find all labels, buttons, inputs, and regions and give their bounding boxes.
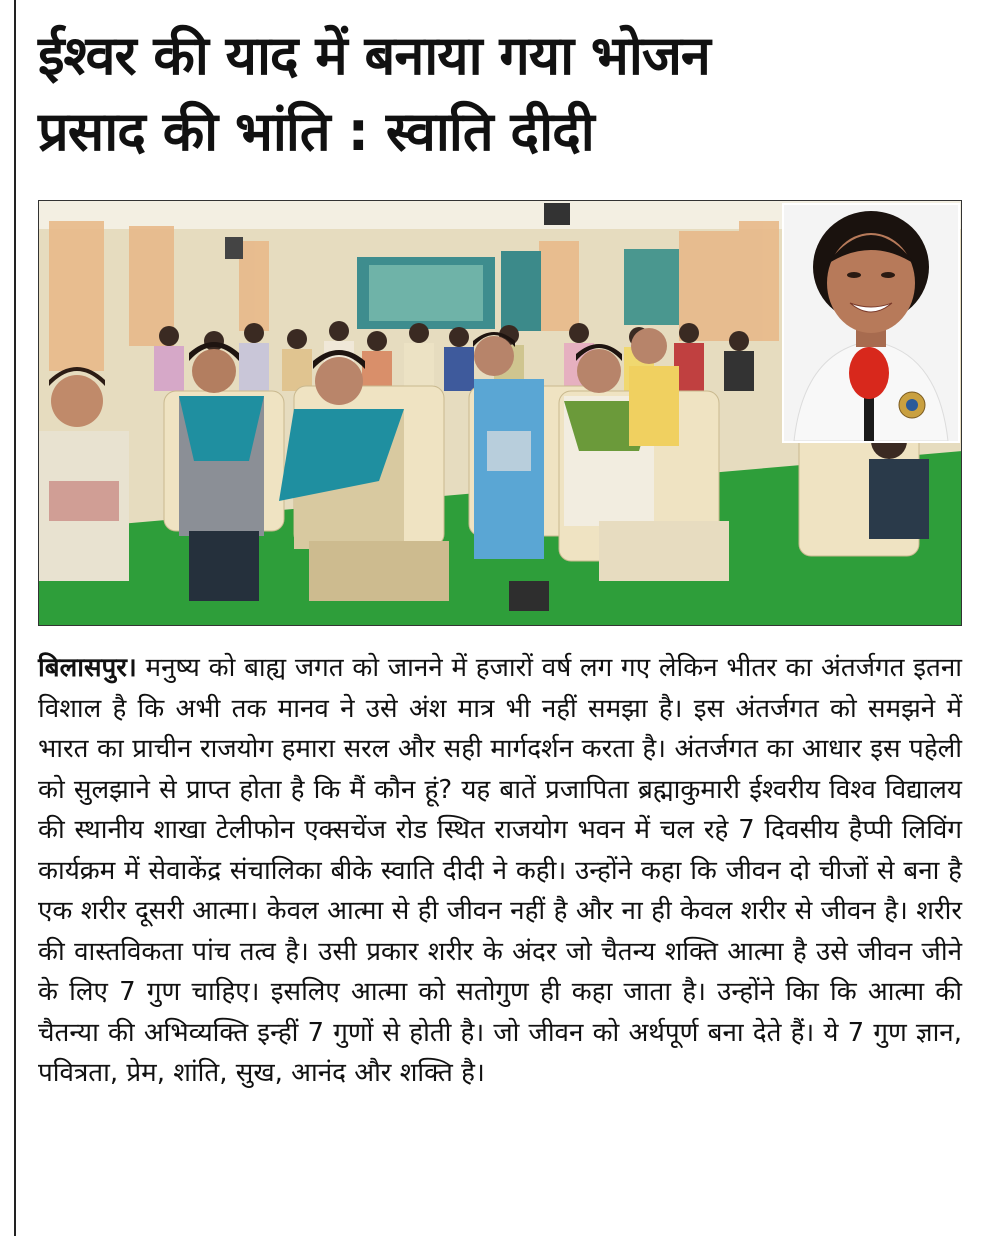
- speaker-inset-photo: [782, 203, 960, 443]
- headline-line-2: प्रसाद की भांति : स्वाति दीदी: [38, 100, 594, 163]
- column-rule: [14, 0, 16, 1236]
- headline-line-1: ईश्वर की याद में बनाया गया भोजन: [38, 24, 710, 87]
- article-body: [38, 648, 962, 1094]
- dateline: बिलासपुर।: [38, 653, 137, 683]
- headline: [38, 18, 938, 170]
- article-body-text: मनुष्य को बाह्य जगत को जानने में हजारों वर्ष लग गए लेकिन भीतर का अंतर्जगत इतना विशाल है कि अभी तक मानव ने उसे अंश मात्र भी नहीं समझा है। इस अंतर्जगत को समझने में भारत का प्राचीन राजयोग हमारा सरल और सही मार्गदर्शन करता है। अंतर्जगत का आधार इस पहेली को सुलझाने से प्राप्त होता है कि मैं कौन हूं? यह बातें प्रजापिता ब्रह्माकुमारी ईश्वरीय विश्व विद्यालय की स्थानीय शाखा टेलीफोन एक्सचेंज रोड स्थित राजयोग भवन में चल रहे 7 दिवसीय हैप्पी लिविंग कार्यक्रम में सेवाकेंद्र संचालिका बीके स्वाति दीदी ने कही। उन्होंने कहा कि जीवन दो चीजों से बना है एक शरीर दूसरी आत्मा। केवल आत्मा से ही जीवन नहीं है और ना ही केवल शरीर से जीवन है। शरीर की वास्तविकता पांच तत्व है। उसी प्रकार शरीर के अंदर जो चैतन्य शक्ति आत्मा है उसे जीवन जीने के लिए 7 गुण चाहिए। इसलिए आत्मा को सतोगुण ही कहा जाता है। उन्होंने किा कि आत्मा की चैतन्या की अभिव्यक्ति इन्हीं 7 गुणों से होती है। जो जीवन को अर्थपूर्ण बना देते हैं। ये 7 गुण ज्ञान, पवित्रता, प्रेम, शांति, सुख, आनंद और शक्ति है।: [38, 653, 962, 1088]
